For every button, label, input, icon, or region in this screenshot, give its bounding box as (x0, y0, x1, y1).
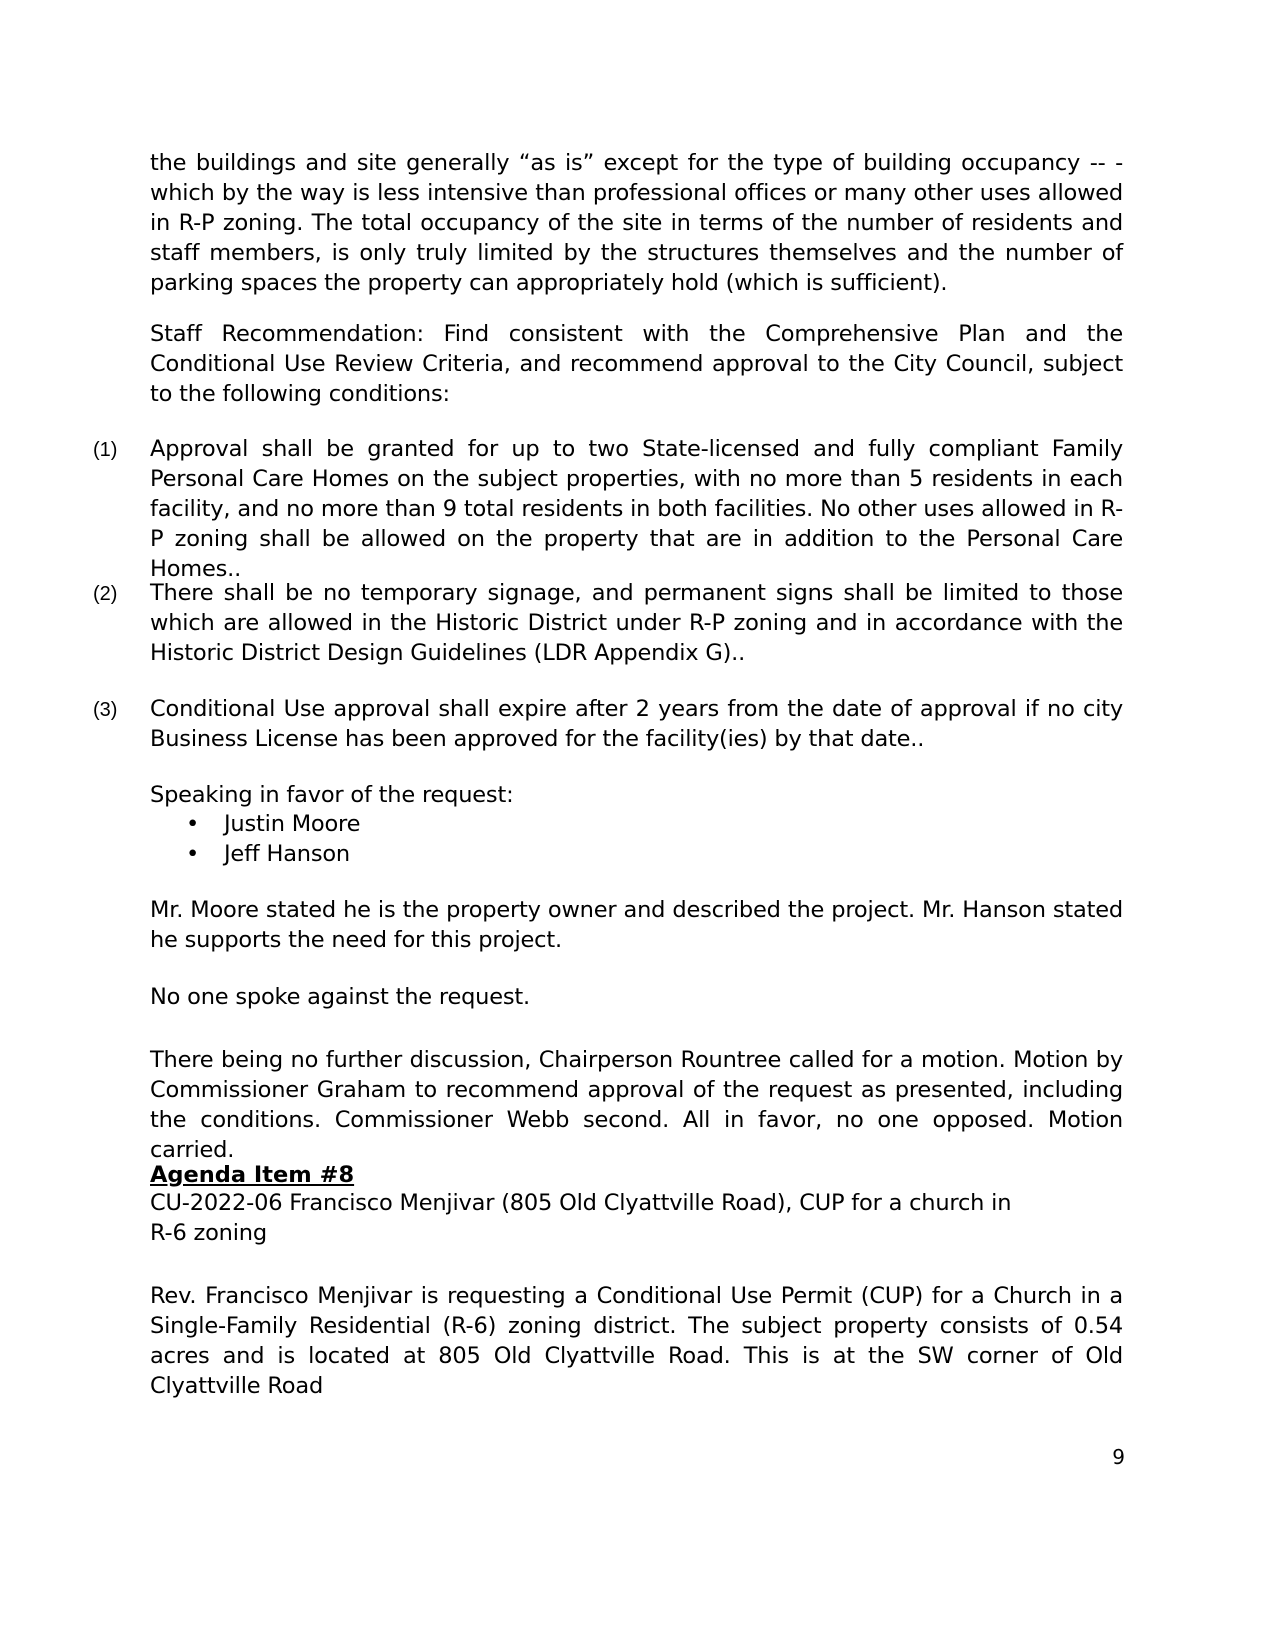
condition-number-3: (3) (93, 699, 118, 721)
condition-number-2: (2) (93, 583, 118, 605)
condition-text-2: There shall be no temporary signage, and permanent signs shall be limited to those which are allowed in the Historic District under R-P zoning and in accordance with the Historic District Design Guidelines (LDR Appendix G).. (150, 580, 1123, 666)
condition-text-3: Conditional Use approval shall expire after 2 years from the date of approval if no city Business License has been approved for the facility(ies) by that date.. (150, 696, 1123, 752)
agenda-item-description: Rev. Francisco Menjivar is requesting a Conditional Use Permit (CUP) for a Church in a Single-Family Residential (R-6) zoning district. The subject property consists of 0.54 acres and is located at 805 Old Clyattville Road. This is at the SW corner of Old Clyattville Road (150, 1283, 1123, 1399)
speakers-against: No one spoke against the request. (150, 984, 530, 1010)
condition-text-1: Approval shall be granted for up to two State-licensed and fully compliant Family Personal Care Homes on the subject properties, with no more than 5 residents in each facility, and no more than 9 total residents in both facilities. No other uses allowed in R-P zoning shall be allowed on the property that are in addition to the Personal Care Homes.. (150, 436, 1123, 582)
speakers-list (150, 809, 1050, 869)
condition-number-1: (1) (93, 439, 118, 461)
list-item (150, 809, 1050, 839)
speakers-summary: Mr. Moore stated he is the property owner and described the project. Mr. Hanson stated he supports the need for this project. (150, 897, 1123, 953)
agenda-item-heading: Agenda Item #8 (150, 1162, 355, 1188)
motion-paragraph: There being no further discussion, Chairperson Rountree called for a motion. Motion by Commissioner Graham to recommend approval of the request as presented, including the conditions. Commissioner Webb second. All in favor, no one opposed. Motion carried. (150, 1047, 1123, 1163)
speakers-intro: Speaking in favor of the request: (150, 782, 514, 808)
paragraph-occupancy: the buildings and site generally “as is” except for the type of building occupancy -- - which by the way is less intensive than professional offices or many other uses allowed in R-P zoning. The total occupancy of the site in terms of the number of residents and staff members, is only truly limited by the structures themselves and the number of parking spaces the property can appropriately hold (which is sufficient). (150, 150, 1123, 296)
speaker-name: Jeff Hanson (224, 841, 350, 867)
bullet-icon: • (186, 811, 200, 837)
page-number: 9 (1112, 1445, 1125, 1469)
list-item (150, 839, 1050, 869)
speaker-name: Justin Moore (224, 811, 361, 837)
paragraph-staff-recommendation: Staff Recommendation: Find consistent with the Comprehensive Plan and the Conditional Use Review Criteria, and recommend approval to the City Council, subject to the following conditions: (150, 321, 1123, 407)
agenda-item-subtitle: CU-2022-06 Francisco Menjivar (805 Old Clyattville Road), CUP for a church in R-6 zoning (150, 1190, 1012, 1246)
bullet-icon: • (186, 841, 200, 867)
